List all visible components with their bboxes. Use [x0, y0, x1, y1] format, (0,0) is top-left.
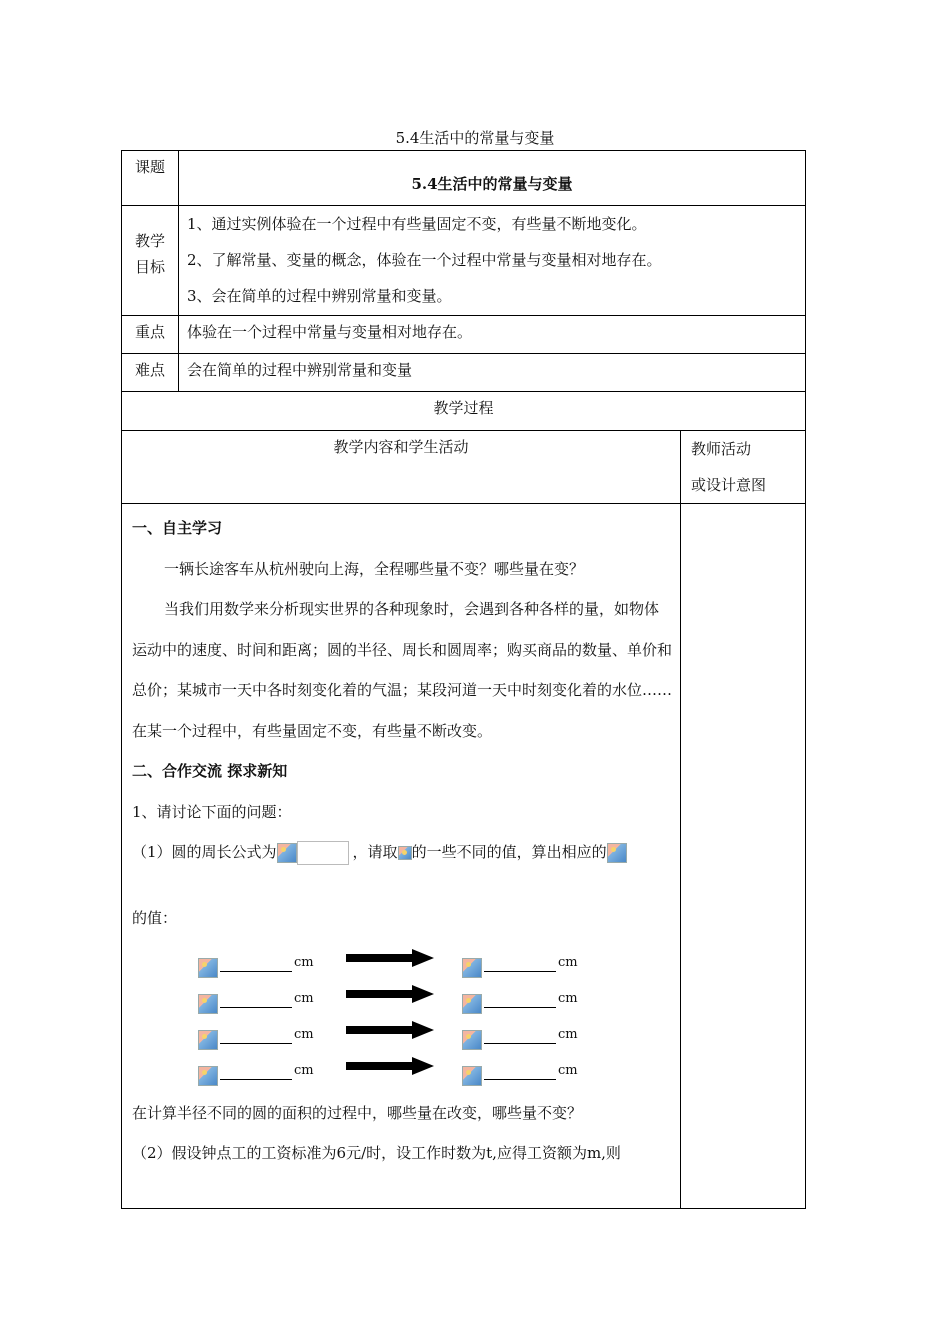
process-columns-row — [122, 431, 806, 504]
side-header-line-1: 教师活动 — [691, 440, 752, 458]
question-1-part-a: （1）圆的周长公式为 — [132, 843, 277, 861]
side-notes-cell — [681, 504, 806, 1209]
question-1-part-b: ，请取 — [352, 843, 398, 861]
key-point-text: 体验在一个过程中常量与变量相对地存在。 — [179, 316, 806, 354]
process-header-row — [122, 392, 806, 431]
course-row — [122, 151, 806, 206]
objectives-row — [122, 206, 806, 316]
side-header-line-2: 或设计意图 — [691, 476, 767, 494]
calc-row — [132, 1047, 672, 1083]
blank-line — [484, 993, 556, 1008]
calc-row — [132, 1011, 672, 1047]
blank-line — [484, 1029, 556, 1044]
section-1-heading: 一、自主学习 — [132, 519, 223, 537]
difficulty-row — [122, 354, 806, 392]
key-point-label: 重点 — [122, 316, 179, 354]
lesson-plan-table — [121, 150, 806, 1209]
side-column-header — [681, 431, 806, 504]
content-cell — [122, 504, 681, 1209]
blank-line — [484, 957, 556, 972]
objective-item: 1、通过实例体验在一个过程中有些量固定不变，有些量不断地变化。 — [187, 215, 647, 233]
content-row — [122, 504, 806, 1209]
calc-row — [132, 939, 672, 975]
objectives-label — [122, 206, 179, 316]
question-intro: 1、请讨论下面的问题： — [132, 802, 292, 821]
paragraph-2: 当我们用数学来分析现实世界的各种现象时，会遇到各种各样的量，如物体运动中的速度、时间和距离；圆的半径、周长和圆周率；购买商品的数量、单价和总价；某城市一天中各时刻变化着的气温；某段河道一天中时刻变化着的水位……在某一个过程中，有些量固定不变，有些量不断改变。 — [132, 600, 673, 740]
unit-label: cm — [558, 1026, 578, 1042]
difficulty-text: 会在简单的过程中辨别常量和变量 — [179, 354, 806, 392]
course-title: 5.4生活中的常量与变量 — [179, 151, 806, 206]
arrow-right-icon — [346, 1060, 436, 1070]
key-point-row — [122, 316, 806, 354]
variable-c-image-icon — [607, 843, 627, 863]
input-image-icon — [198, 1066, 218, 1086]
blank-line — [220, 1029, 292, 1044]
objective-item: 2、了解常量、变量的概念，体验在一个过程中常量与变量相对地存在。 — [187, 251, 662, 269]
unit-label: cm — [558, 1062, 578, 1078]
question-2: （2）假设钟点工的工资标准为6元/时，设工作时数为t,应得工资额为m,则 — [132, 1144, 621, 1162]
objective-item: 3、会在简单的过程中辨别常量和变量。 — [187, 287, 452, 305]
paragraph-1: 一辆长途客车从杭州驶向上海，全程哪些量不变？哪些量在变？ — [164, 559, 585, 578]
output-image-icon — [462, 1066, 482, 1086]
arrow-right-icon — [346, 1024, 436, 1034]
section-2-heading: 二、合作交流 探求新知 — [132, 762, 288, 780]
unit-label: cm — [294, 954, 314, 970]
arrow-right-icon — [346, 952, 436, 962]
variable-r-image-icon — [398, 846, 412, 860]
objectives-list — [179, 206, 806, 316]
blank-line — [220, 993, 292, 1008]
question-followup: 在计算半径不同的圆的面积的过程中，哪些量在改变，哪些量不变？ — [132, 1103, 583, 1122]
difficulty-label: 难点 — [122, 354, 179, 392]
process-header: 教学过程 — [122, 392, 806, 431]
unit-label: cm — [558, 990, 578, 1006]
question-1-part-c: 的一些不同的值，算出相应的 — [411, 843, 607, 861]
question-1-tail: 的值： — [132, 909, 178, 927]
blank-line — [220, 1065, 292, 1080]
content-column-header: 教学内容和学生活动 — [122, 431, 681, 504]
unit-label: cm — [294, 1062, 314, 1078]
document-title: 5.4生活中的常量与变量 — [395, 129, 555, 147]
objectives-label-line-1: 教学 — [134, 232, 165, 250]
course-label: 课题 — [122, 151, 179, 206]
unit-label: cm — [558, 954, 578, 970]
blank-line — [484, 1065, 556, 1080]
objectives-label-line-2: 目标 — [134, 258, 165, 276]
formula-image-icon — [277, 843, 297, 863]
question-1 — [132, 832, 672, 872]
unit-label: cm — [294, 1026, 314, 1042]
unit-label: cm — [294, 990, 314, 1006]
blank-line — [220, 957, 292, 972]
calc-row — [132, 975, 672, 1011]
arrow-right-icon — [346, 988, 436, 998]
formula-box — [297, 841, 349, 865]
